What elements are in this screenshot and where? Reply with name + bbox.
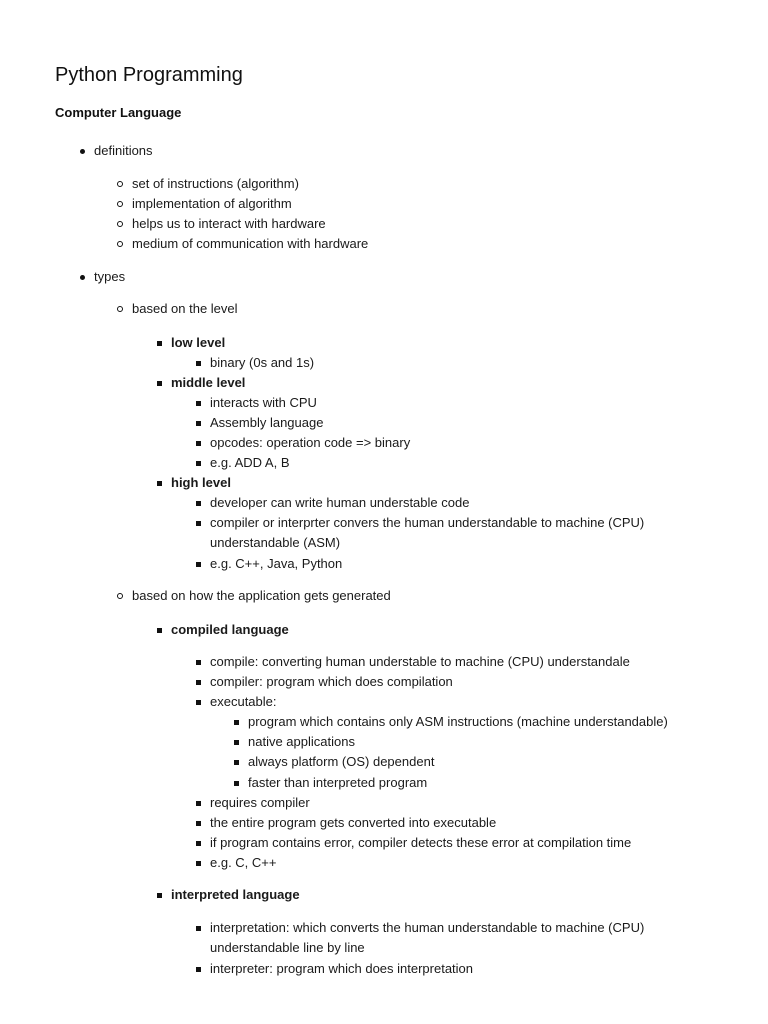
list-item: the entire program gets converted into executable [210,814,496,832]
list-item: middle level [171,374,245,392]
list-item: interpreted language [171,886,300,904]
list-item: compiler or interprter convers the human understandable to machine (CPU) [210,514,644,532]
list-item: definitions [94,142,153,160]
list-item: low level [171,334,225,352]
list-item: set of instructions (algorithm) [132,175,299,193]
list-item: based on the level [132,300,238,318]
bullet-square-icon [196,521,201,526]
bullet-square-icon [234,781,239,786]
page-title: Python Programming [55,64,243,86]
bullet-square-icon [196,401,201,406]
list-item: native applications [248,733,355,751]
bullet-square-icon [196,967,201,972]
list-item-continuation: understandable (ASM) [210,535,341,550]
list-item: types [94,268,125,286]
list-item: executable: [210,693,277,711]
bullet-square-icon [196,421,201,426]
list-item: Assembly language [210,414,323,432]
bullet-square-icon [196,501,201,506]
bullet-circle-icon [117,181,123,187]
bullet-square-icon [196,821,201,826]
list-item: medium of communication with hardware [132,235,368,253]
bullet-square-icon [196,562,201,567]
bullet-circle-icon [117,593,123,599]
bullet-square-icon [196,680,201,685]
bullet-square-icon [234,720,239,725]
list-item: helps us to interact with hardware [132,215,326,233]
bullet-square-icon [196,926,201,931]
list-item: implementation of algorithm [132,195,292,213]
bullet-square-icon [196,361,201,366]
bullet-circle-icon [117,241,123,247]
list-item: interpretation: which converts the human understandable to machine (CPU) [210,919,644,937]
bullet-square-icon [157,381,162,386]
bullet-square-icon [196,461,201,466]
list-item: requires compiler [210,794,310,812]
list-item: compile: converting human understable to machine (CPU) understandale [210,653,630,671]
bullet-disc-icon [80,275,85,280]
list-item: high level [171,474,231,492]
bullet-square-icon [196,801,201,806]
list-item: faster than interpreted program [248,774,427,792]
list-item: interacts with CPU [210,394,317,412]
list-item: binary (0s and 1s) [210,354,314,372]
list-item: always platform (OS) dependent [248,753,434,771]
list-item-continuation: understandable line by line [210,940,365,955]
bullet-circle-icon [117,201,123,207]
list-item: compiled language [171,621,289,639]
bullet-square-icon [234,760,239,765]
bullet-square-icon [196,861,201,866]
bullet-circle-icon [117,306,123,312]
list-item: interpreter: program which does interpretation [210,960,473,978]
section-heading: Computer Language [55,105,182,120]
list-item: e.g. C++, Java, Python [210,555,342,573]
bullet-square-icon [196,841,201,846]
list-item: program which contains only ASM instructions (machine understandable) [248,713,668,731]
bullet-disc-icon [80,149,85,154]
bullet-square-icon [196,660,201,665]
list-item: opcodes: operation code => binary [210,434,410,452]
bullet-square-icon [157,341,162,346]
list-item: e.g. C, C++ [210,854,276,872]
list-item: based on how the application gets generated [132,587,391,605]
bullet-square-icon [196,700,201,705]
bullet-square-icon [157,481,162,486]
bullet-square-icon [196,441,201,446]
bullet-square-icon [234,740,239,745]
list-item: if program contains error, compiler detects these error at compilation time [210,834,631,852]
bullet-square-icon [157,893,162,898]
list-item: e.g. ADD A, B [210,454,290,472]
list-item: compiler: program which does compilation [210,673,453,691]
bullet-circle-icon [117,221,123,227]
list-item: developer can write human understable code [210,494,469,512]
bullet-square-icon [157,628,162,633]
